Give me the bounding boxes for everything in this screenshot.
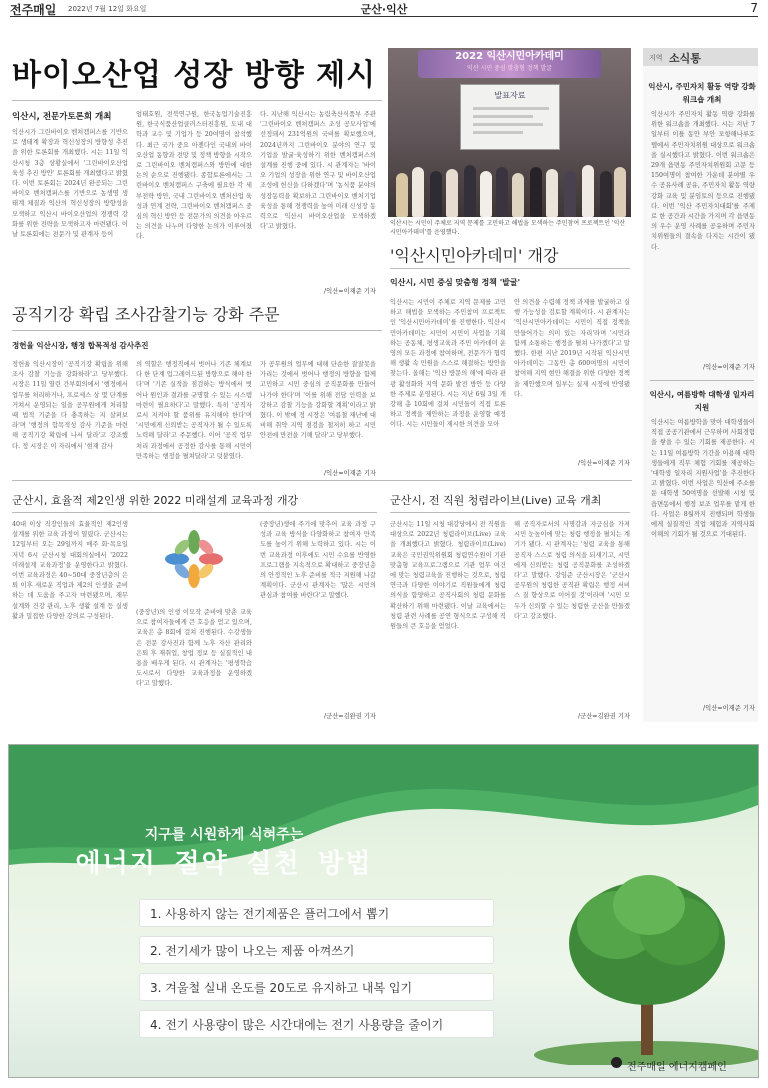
divider	[12, 480, 632, 481]
tree-image	[529, 865, 759, 1065]
issue-date: 2022년 7월 12일 화요일	[68, 5, 147, 13]
sidebar-item2-title: 익산시, 여름방학 대학생 일자리 지원	[649, 390, 755, 412]
article2-subhead: 정헌율 익산시장, 행정 합목적성 감사추진	[12, 341, 149, 350]
article4-col2: (중장년)의 인생 이모작 준비에 맞춘 교육으로 참여자들에게 큰 호응을 얻고 있으며, 교육은 총 8회에 걸쳐 진행된다. 수강생들은 전문 강사진과 함께 노후 자산 관리와 은퇴 후 재취업, 창업 정보 등 실질적인 내용을 배우게 된다. 시 관계자는 '평생학습도시로서 다양한 교육과정을 운영하겠다'고 말했다.	[136, 609, 252, 688]
divider	[12, 512, 377, 513]
page-number: 7	[750, 1, 758, 15]
ad-footer: 전주매일 에너지캠페인	[627, 1062, 727, 1073]
newspaper-name: 전주매일	[10, 3, 57, 17]
article1-subhead: 익산시, 전문가토론회 개최	[12, 112, 112, 122]
article2-headline: 공직기강 확립 조사감찰기능 강화 주문	[12, 305, 280, 324]
education-logo	[136, 520, 252, 598]
article3-byline: /익산=이재준 기자	[578, 460, 630, 467]
article3-subhead: 익산시, 시민 중심 맞춤형 정책 '발굴'	[390, 278, 521, 287]
article1-col1: 익산시가 그린바이오 벤처캠퍼스를 기반으로 생태계 확장과 혁신성장의 방향성 추진을 위한 토론회를 개최했다. 시는 11일 익산시청 3층 상황실에서 '그린바이오산업 육성 추진 방안' 토론회를 개최했다고 밝혔다. 이번 토론회는 2024년 완공되는 그린바이오 벤처캠퍼스를 기반으로 농생명 생태계 체질과 익산의 혁신성장의 방향성을 모색하고 익산시 바이오산업의 경쟁력 강화를 위한 전략을 모색하고자 마련됐다. 이날 토론회에는 전문가 및 관계자 등이	[12, 129, 128, 239]
article2-col1: 정헌율 익산시장이 '공직기강 확립을 위해 조사 감찰 기능을 강화하라'고 당부했다. 시장은 11일 열린 간부회의에서 '행정에서 업무를 처리하거나, 프로세스 상 몇 단계를 거쳐서 운영되는 일을 공무원에게 처리할 때 법적 기준을 다 충족하는 지 살펴보라'며 '행정의 합목적성 감사 기준을 마련해 공직기강 확립에 나서 달라'고 강조했다. 정 시장은 이 자리에서 '현재 감사	[12, 361, 128, 450]
article1-byline: /익산=이재준 기자	[324, 288, 376, 295]
sidebar-item1-body: 익산시가 주민자치 활동 역량 강화를 위한 워크숍을 개최했다. 시는 지난 7일부터 이틀 동안 부안 모항해나루호텔에서 주민자치위원 대상으로 워크숍을 실시했다고 밝혔다. 이번 워크숍은 29개 읍면동 주민자치위원회 고문 등 150여명이 참여한 가운데 분야별 우수 공유사례 공유, 주민자치 활동 역량 강화 교육 및 분임토의 등으로 진행됐다. 이번 '익산 주민자치대회'를 주제로 한 공간과 시간을 가지며 각 읍면동의 우수 운영 사례를 공유하며 주민자치위원들의 결속을 다지는 시간이 됐다.	[651, 111, 755, 251]
article5-byline: /군산=김완권 기자	[578, 713, 630, 720]
page-header	[10, 0, 758, 17]
ad-tip: 4. 전기 사용량이 많은 시간대에는 전기 사용량을 줄이기	[139, 1010, 494, 1038]
section-name: 군산·익산	[360, 3, 408, 16]
sidebar-label: 지역	[649, 54, 663, 62]
article1-headline: 바이오산업 성장 방향 제시	[12, 58, 377, 93]
article3-col1: 익산시는 시민이 주체로 지역 문제를 고민하고 해법을 모색하는 주민참여 프로젝트인 '익산시민아카데미'를 진행한다. 익산시민아카데미는 시민이 시민이 사업을 기획하는 공동체, 평생교육과 주민 아카데미 운영의 모든 과정에 참여하며, 전문가가 협력해 생활 속 민원을 스스로 해결하는 방안을 찾는다. 올해는 '익산 방문의 해'에 따라 관광 활성화와 지역 문화 발전 방안 등 다양한 주제로 운영된다. 시는 지난 6월 3일 개강해 총 10회에 걸쳐 시민들이 직접 토론하고 정책을 제안하는 과정을 운영할 예정이다. 시는 시민들이 제시한 의견을 모아	[390, 299, 506, 429]
article2-col3: 가 공무원의 업무에 대해 단순한 잘잘못을 가리는 것에서 벗어나 행정의 방향을 함께 고민하고 시민 중심의 공직문화를 만들어 나가야 한다'며 '이를 위해 전담 인력을 보강하고 감찰 기능을 강화할 계획'이라고 밝혔다. 이 밖에 정 시장은 '여름철 재난에 대비해 취약 지역 점검을 철저히 하고 시민 안전에 만전을 기해 달라'고 당부했다.	[260, 361, 376, 440]
photo-caption: 익산시는 시민이 주체로 지역 문제를 고민하고 해법을 모색하는 주민참여 프로젝트인 '익산시민아카데미'를 운영했다.	[390, 220, 626, 236]
article2-col2: 의 역할은 행정직에서 벗어나 기존 체계보다 한 단계 업그레이드된 방향으로 해야 한다'며 '기존 실적을 점검하는 방식에서 벗어나 원인과 결과를 규명할 수 있는 시스템 마련이 필요하다'고 말했다. 특히 '공직자로서 지켜야 할 품위를 유지해야 한다'며 '시민에게 신뢰받는 공직자가 될 수 있도록 노력해 달라'고 주문했다. 이어 '공직 업무 처리 과정에서 공정한 감사를 통해 시민이 만족하는 행정을 펼쳐달라'고 덧붙였다.	[136, 361, 252, 460]
sidebar-item2-byline: /익산=이재준 기자	[703, 705, 755, 712]
article4-col3: (중장년)생애 주기에 맞추어 교육 과정 구성과 교육 방식을 다양화하고 참여자 만족도를 높이기 위해 노력하고 있다. 시는 이번 교육과정 이후에도 시민 수요를 반영한 프로그램을 지속적으로 확대하고 중장년층의 안정적인 노후 준비를 적극 지원해 나갈 계획이다. 군산시 관계자는 '많은 시민의 관심과 참여를 바란다'고 말했다.	[260, 521, 376, 600]
audience-group	[388, 137, 631, 217]
banner-title: 2022 익산시민아카데미	[455, 51, 564, 62]
bullet-icon	[611, 1057, 622, 1068]
article1-col2: 엄태호원, 전북연구원, 한국농업기술진흥원, 한국식품산업클러스터진흥원, 도내 대학과 교수 및 기업가 등 20여명이 참석했다. 최근 국가 중요 아젠다인 국내외 바이오산업 동향과 전망 및 정책 방향을 시작으로 그린바이오 벤처캠퍼스와 방안에 대한 논의 순으로 진행됐다. 종합토론에서는 그린바이오 벤처캠퍼스 구축에 필요한 각 세부전략 방안, 국내 그린바이오 벤처산업 육성과 연계 전략, 그린바이오 벤처캠퍼스 중심의 혁신 방안 등 전문가의 의견을 아우르는 의견을 나누며 다양한 논의가 이루어졌다.	[136, 111, 252, 241]
divider	[390, 268, 630, 269]
article4-col1: 40대 이상 직장인들의 효율적인 제2인생 설계를 위한 교육 과정이 열렸다. 군산시는 12일부터 오는 29일까지 매주 화·목요일 저녁 6시 군산시청 대회의실에서 '2022 미래설계 교육과정'을 운영한다고 밝혔다. 이번 교육과정은 40~50대 중장년층의 은퇴 이후 새로운 직업과 제2의 인생을 준비하는 데 도움을 주고자 마련됐으며, 재무 설계와 건강 관리, 노후 생활 설계 등 실생활과 밀접한 다양한 강의로 구성된다.	[12, 521, 128, 620]
article5-col1: 군산시는 11일 시청 대강당에서 전 직원을 대상으로 2022년 청렴라이브(Live) 교육을 개최했다고 밝혔다. 청렴라이브(Live) 교육은 국민권익위원회 청렴연수원이 기관 맞춤형 교육프로그램으로 기관 업무 여건에 맞는 청렴교육을 진행하는 것으로, 청렴 연극과 다양한 이야기로 직원들에게 청렴의식을 함양하고 공직사회의 청렴 문화를 확산하기 위해 마련됐다. 이날 교육에서는 청렴 관련 사례를 공연 형식으로 구성해 직원들의 큰 호응을 얻었다.	[390, 521, 506, 631]
energy-campaign-ad	[8, 744, 759, 1078]
sidebar-title: 소식통	[669, 52, 701, 65]
photo-banner	[418, 50, 601, 78]
divider	[12, 100, 382, 101]
screen-title: 발표자료	[494, 91, 526, 100]
sidebar-header	[643, 48, 758, 66]
divider	[12, 330, 382, 331]
article4-headline: 군산시, 효율적 제2인생 위한 2022 미래설계 교육과정 개강	[12, 494, 299, 507]
article5-headline: 군산시, 전 직원 청렴라이브(Live) 교육 개최	[390, 494, 602, 507]
article1-col3: 다. 지난해 익산시는 농림축산식품부 주관 '그린바이오 벤처캠퍼스 조성 공모사업'에 선정돼서 231억원의 국비를 확보했으며, 2024년까지 그린바이오 분야의 연구 및 기업을 발굴·육성하기 위한 벤처캠퍼스의 설계를 진행 중에 있다. 시 관계자는 '바이오 기업의 성장을 위한 연구 및 바이오산업 조성에 헌신을 다하겠다'며 '농식품 분야의 성장동력을 확보하고 그린바이오 벤처기업 육성을 통해 경쟁력을 높여 미래 신성장 동력으로 익산시 바이오산업을 모색하겠다'고 밝혔다.	[260, 111, 376, 231]
ad-tip: 1. 사용하지 않는 전기제품은 플러그에서 뽑기	[139, 899, 494, 927]
ad-tagline: 지구를 시원하게 식혀주는	[144, 827, 304, 843]
ad-tip: 2. 전기세가 많이 나오는 제품 아껴쓰기	[139, 936, 494, 964]
sidebar-item2-body: 익산시는 여름방학을 맞아 대학생들이 직접 공공기관에서 근무하며 사회경험을 쌓을 수 있는 기회를 제공한다. 시는 11일 여름방학 기간을 이용해 대학생들에게 직무 체험 기회를 제공하는 '대학생 일자리 지원사업'을 추진한다고 밝혔다. 이번 사업은 익산에 주소를 둔 대학생 50여명을 선발해 시청 및 읍면동에서 행정 보조 업무를 맡게 한다. 사업은 8월까지 진행되며 학생들에게 실질적인 직업 체험과 지역사회 이해의 기회가 될 것으로 기대된다.	[651, 419, 755, 539]
article2-byline: /익산=이재준 기자	[324, 470, 376, 477]
banner-subtitle: 익산 시민 중심 맞춤형 정책 발굴	[467, 65, 552, 72]
article4-byline: /군산=김완권 기자	[324, 713, 376, 720]
sidebar-item1-title: 익산시, 주민자치 활동 역량 강화 워크숍 개최	[648, 82, 756, 104]
ad-title: 에너지 절약 실천 방법	[75, 849, 373, 879]
article3-col2: 안 의견을 수렴해 정책 과제를 발굴하고 실행 가능성을 검토할 계획이다. 시 관계자는 '익산시민아카데미는 시민이 직접 정책을 만들어가는 의미 있는 자리'라며 '시민과 함께 소통하는 행정을 펼쳐 나가겠다'고 말했다. 한편 지난 2019년 시작된 익산시민아카데미는 그동안 총 600여명의 시민이 참여해 지역 현안 해결을 위한 다양한 정책을 제안했으며 일부는 실제 시정에 반영됐다.	[514, 299, 630, 398]
article5-col2: 해 공직자로서의 사명감과 자긍심을 가져 시민 눈높이에 맞는 청렴 행정을 펼치는 계기가 됐다. 시 관계자는 '청렴 교육을 통해 공직자 스스로 청렴 의식을 되새기고, 시민에게 신뢰받는 청렴 공직문화를 조성하겠다'고 말했다. 강임준 군산시장은 '군산시 공무원의 청렴한 공직관 확립은 행정 서비스 질 향상으로 이어질 것'이라며 '시민 모두가 신뢰할 수 있는 청렴한 군산을 만들겠다'고 강조했다.	[514, 521, 630, 620]
ad-tip: 3. 겨울철 실내 온도를 20도로 유지하고 내복 입기	[139, 973, 494, 1001]
divider	[650, 380, 754, 381]
article3-headline: '익산시민아카데미' 개강	[390, 246, 559, 265]
divider	[390, 512, 630, 513]
sidebar-item1-byline: /익산=이재준 기자	[703, 364, 755, 371]
event-photo	[388, 48, 631, 217]
